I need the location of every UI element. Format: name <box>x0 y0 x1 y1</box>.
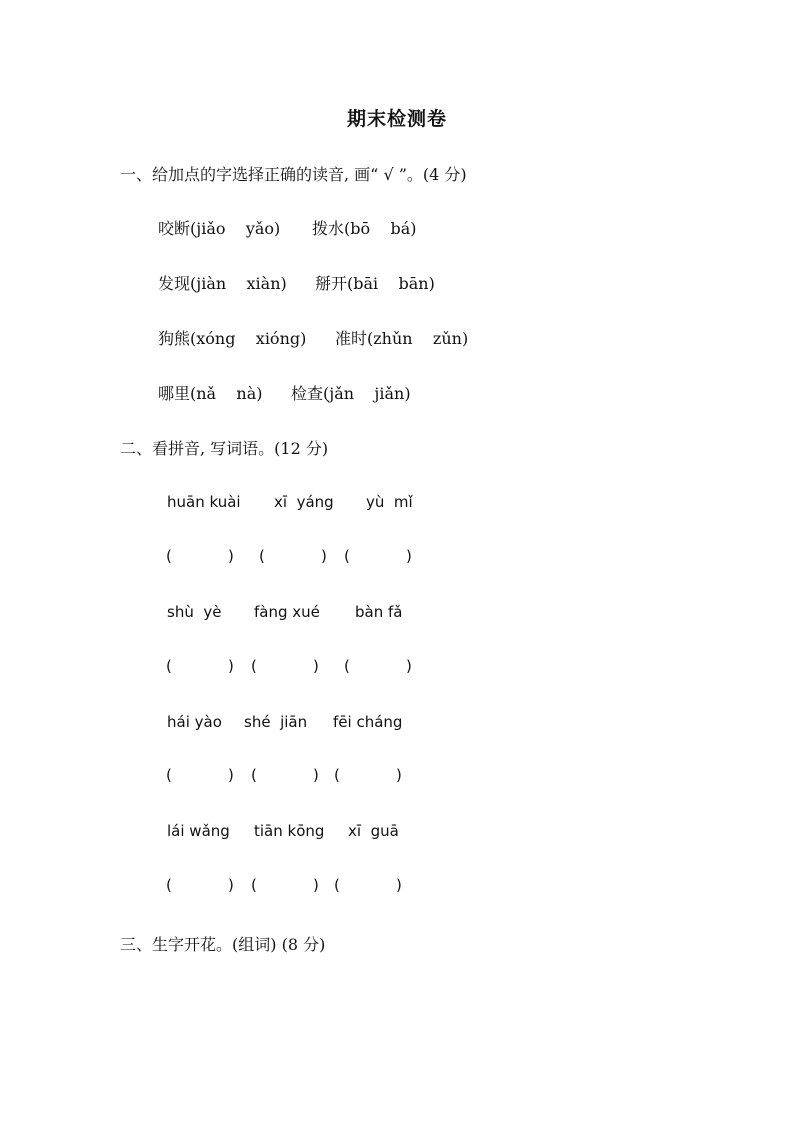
answer-paren-close: ) <box>396 876 402 894</box>
answer-paren-close: ) <box>228 766 234 784</box>
answer-paren-open: ( <box>344 657 350 675</box>
pinyin-lai-wang: lái wǎng <box>167 822 230 840</box>
answer-paren-open: ( <box>166 657 172 675</box>
q1-row-1-left: 咬断(jiǎo yǎo) <box>158 219 281 238</box>
answer-paren-close: ) <box>313 657 319 675</box>
q1-row-4-right: 检查(jǎn jiǎn) <box>291 384 411 403</box>
answer-paren-close: ) <box>313 766 319 784</box>
answer-paren-open: ( <box>344 547 350 565</box>
pinyin-fang-xue: fàng xué <box>254 603 320 621</box>
answer-paren-open: ( <box>166 766 172 784</box>
answer-paren-open: ( <box>251 876 257 894</box>
answer-paren-open: ( <box>334 876 340 894</box>
q1-row-4-left: 哪里(nǎ nà) <box>158 384 263 403</box>
answer-paren-close: ) <box>396 766 402 784</box>
answer-paren-open: ( <box>251 766 257 784</box>
pinyin-shu-ye: shù yè <box>167 603 222 621</box>
answer-paren-open: ( <box>251 657 257 675</box>
answer-paren-close: ) <box>228 876 234 894</box>
section-1-heading: 一、给加点的字选择正确的读音, 画“ √ ”。(4 分) <box>120 165 467 184</box>
pinyin-huan-kuai: huān kuài <box>167 493 241 511</box>
answer-paren-open: ( <box>259 547 265 565</box>
page-title: 期末检测卷 <box>346 108 447 130</box>
answer-paren-close: ) <box>228 547 234 565</box>
answer-paren-close: ) <box>313 876 319 894</box>
pinyin-xi-gua: xī guā <box>348 822 399 840</box>
answer-paren-open: ( <box>166 547 172 565</box>
q1-row-3-left: 狗熊(xóng xióng) <box>158 329 307 348</box>
section-3-heading: 三、生字开花。(组词) (8 分) <box>120 935 326 954</box>
pinyin-ban-fa: bàn fǎ <box>355 603 403 621</box>
pinyin-tian-kong: tiān kōng <box>254 822 325 840</box>
pinyin-fei-chang: fēi cháng <box>333 713 403 731</box>
pinyin-xi-yang: xī yáng <box>274 493 334 511</box>
q1-row-3-right: 准时(zhǔn zǔn) <box>335 329 469 348</box>
answer-paren-close: ) <box>228 657 234 675</box>
section-2-heading: 二、看拼音, 写词语。(12 分) <box>120 439 329 458</box>
answer-paren-open: ( <box>334 766 340 784</box>
answer-paren-close: ) <box>406 547 412 565</box>
q1-row-2-right: 掰开(bāi bān) <box>315 274 435 293</box>
q1-row-1-right: 拨水(bō bá) <box>312 219 417 238</box>
pinyin-hai-yao: hái yào <box>167 713 222 731</box>
pinyin-she-jian: shé jiān <box>244 713 308 731</box>
pinyin-yu-mi: yù mǐ <box>366 493 413 511</box>
q1-row-2-left: 发现(jiàn xiàn) <box>158 274 287 293</box>
answer-paren-close: ) <box>406 657 412 675</box>
answer-paren-open: ( <box>166 876 172 894</box>
answer-paren-close: ) <box>321 547 327 565</box>
